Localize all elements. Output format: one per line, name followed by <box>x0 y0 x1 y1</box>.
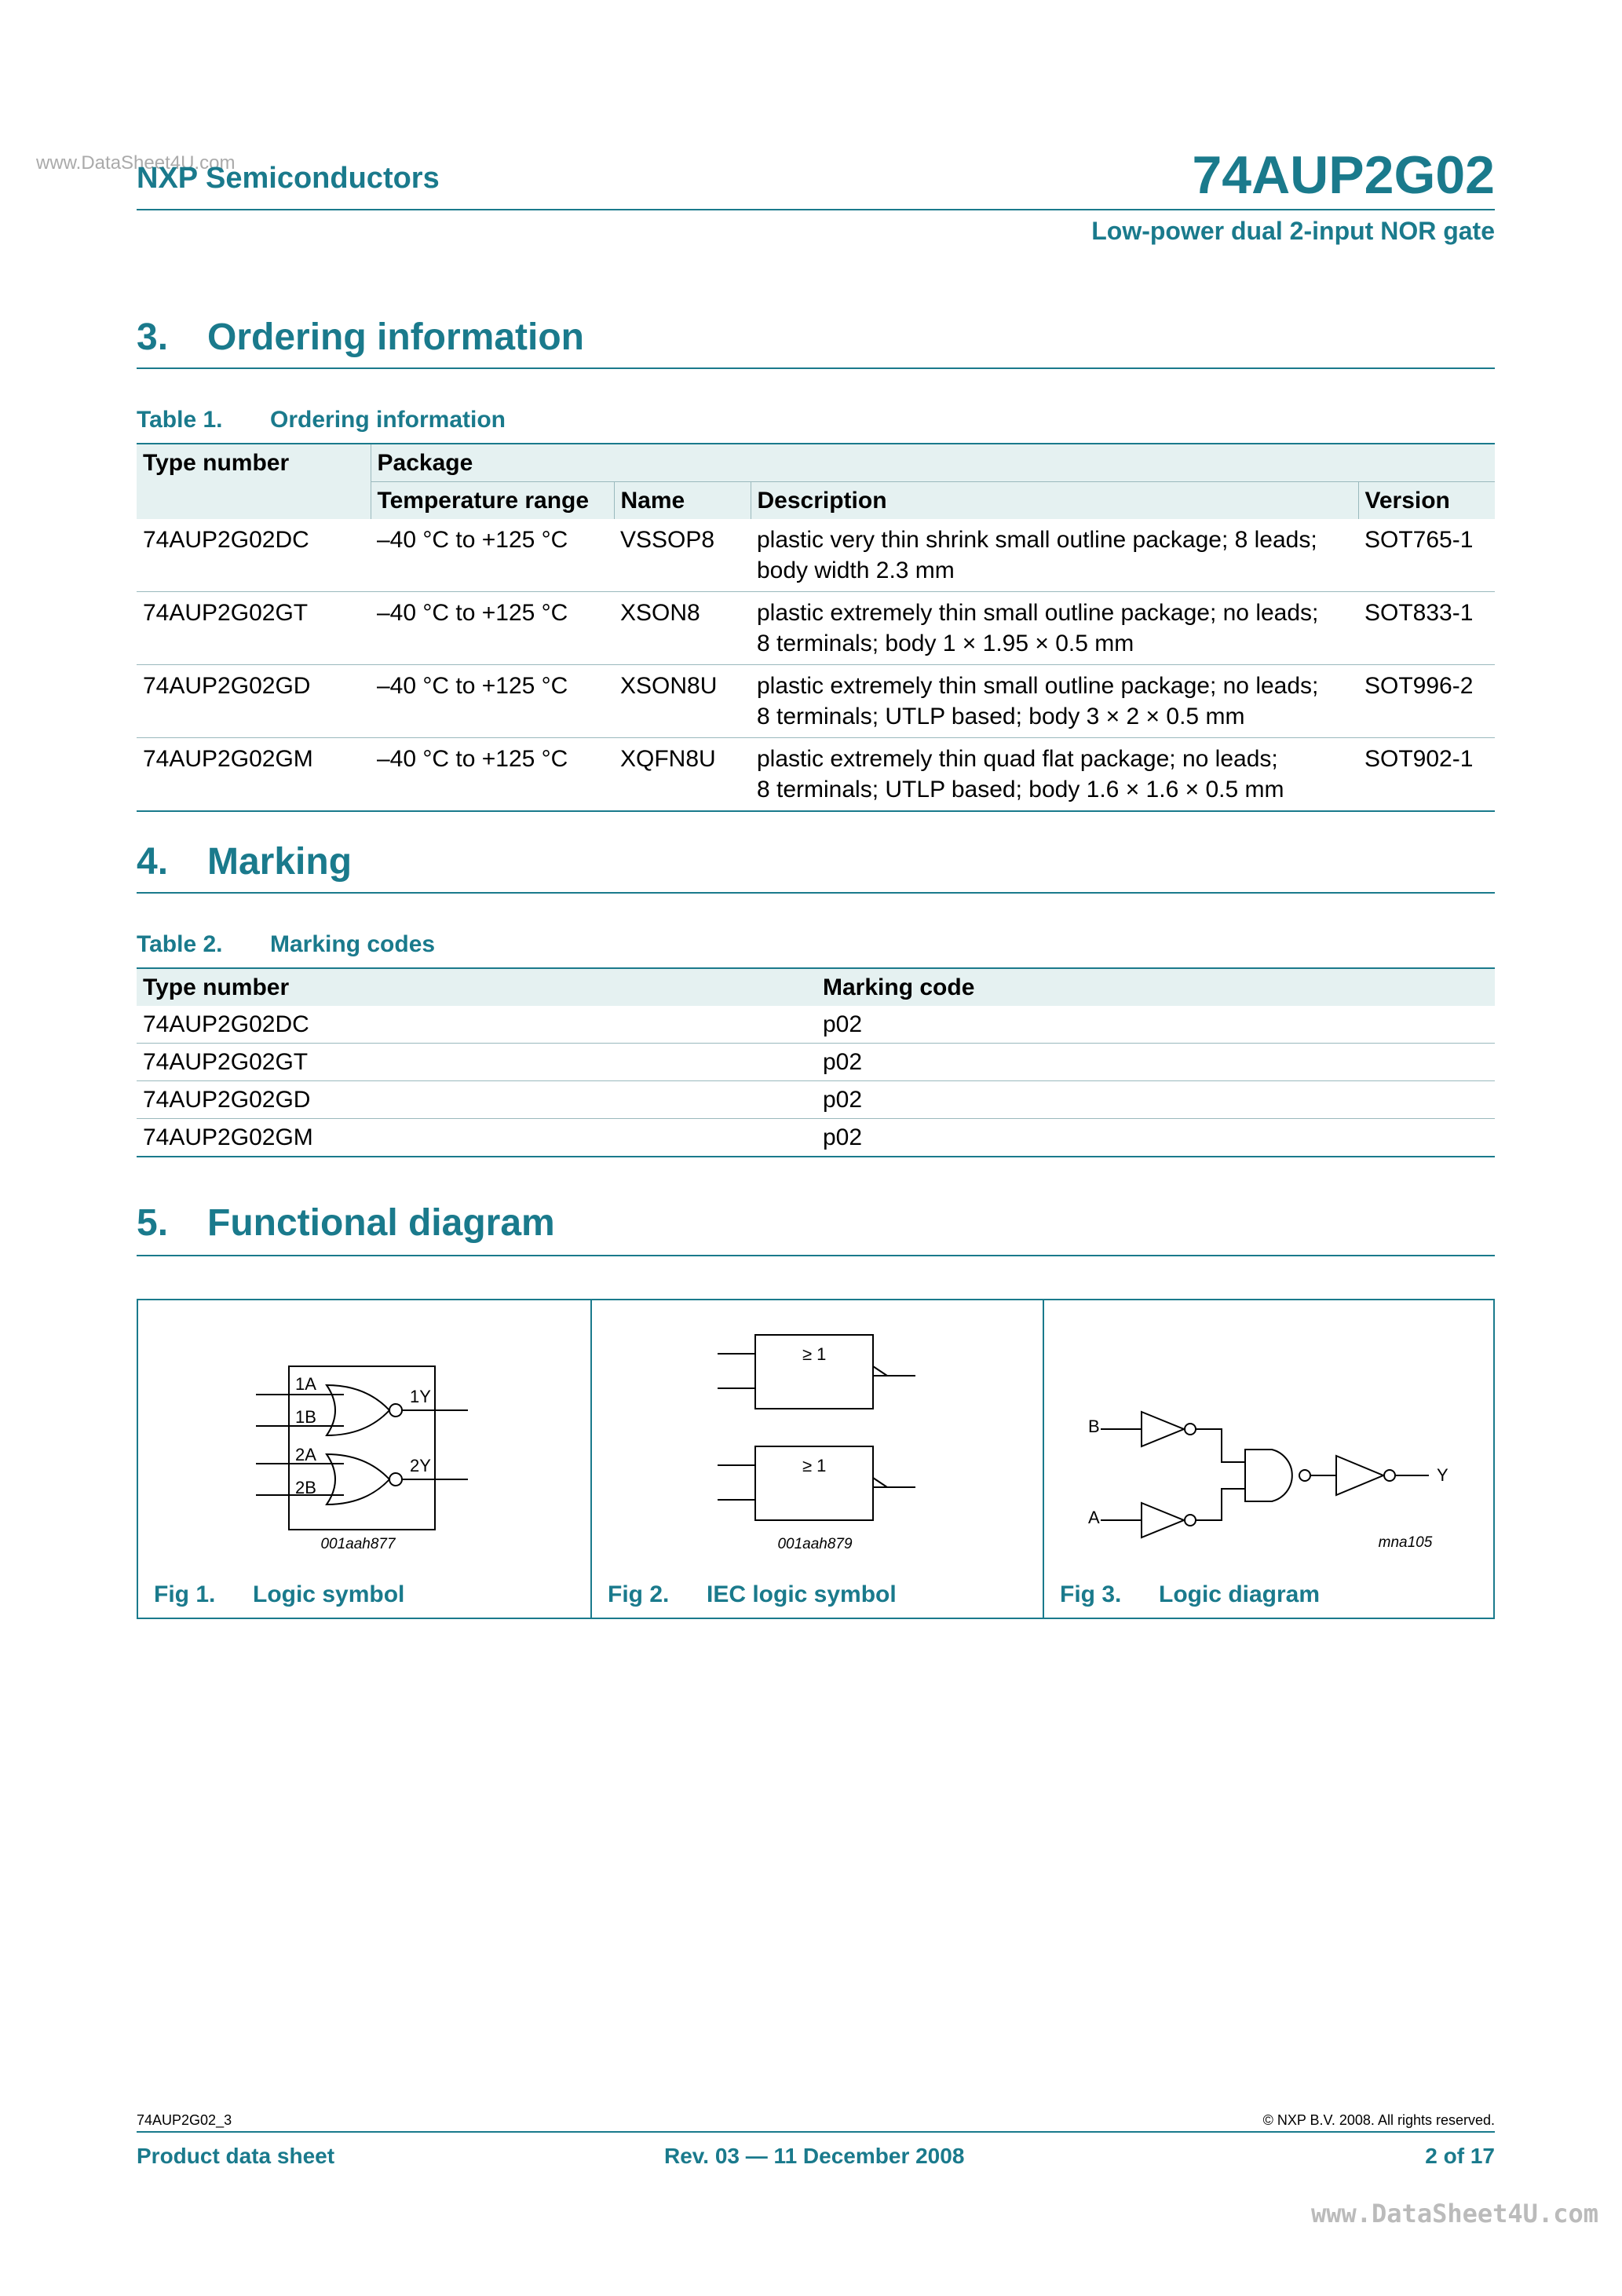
pin-label-1a: 1A <box>295 1374 316 1394</box>
description-line-1: plastic very thin shrink small outline package; 8 leads; <box>757 527 1317 553</box>
figure-number: Fig 3. <box>1060 1581 1122 1607</box>
pin-label-2a: 2A <box>295 1445 316 1464</box>
table-row <box>137 1119 1495 1157</box>
figure-title: Logic diagram <box>1159 1581 1321 1607</box>
table-row <box>137 665 1495 738</box>
table-1-caption <box>137 407 506 433</box>
and-gate-shape <box>1245 1450 1292 1501</box>
section-number: 5. <box>137 1202 169 1244</box>
qualifier-label: ≥ 1 <box>802 1456 827 1475</box>
input-label-a: A <box>1088 1508 1100 1527</box>
output-label-y: Y <box>1437 1465 1448 1485</box>
section-number: 3. <box>137 316 169 358</box>
table-row <box>137 1081 1495 1119</box>
section-3-heading <box>137 316 584 359</box>
inversion-bubble <box>1384 1470 1395 1481</box>
cell-type: 74AUP2G02GD <box>137 1081 816 1119</box>
cell-temp: –40 °C to +125 °C <box>371 738 614 812</box>
section-5-heading <box>137 1201 555 1245</box>
cell-type: 74AUP2G02DC <box>143 1011 309 1037</box>
pin-label-2y: 2Y <box>410 1456 431 1475</box>
cell-code: p02 <box>816 1044 1495 1081</box>
document-number: 74AUP2G02 <box>1192 145 1495 205</box>
cell-description <box>751 665 1358 738</box>
ordering-table <box>137 443 1495 812</box>
col-header-package: Package <box>371 444 1495 482</box>
cell-type: 74AUP2G02GT <box>137 592 371 665</box>
logic-diagram <box>1044 1300 1495 1567</box>
table-number: Table 2. <box>137 931 223 957</box>
description-line-2: 8 terminals; UTLP based; body 3 × 2 × 0.5 mm <box>757 704 1245 729</box>
section-4-heading <box>137 840 352 883</box>
cell-description <box>751 519 1358 592</box>
cell-version: SOT902-1 <box>1358 738 1495 812</box>
figure-code: 001aah877 <box>320 1536 396 1552</box>
watermark-top: www.DataSheet4U.com <box>36 152 236 174</box>
figure-code: mna105 <box>1378 1534 1433 1551</box>
cell-version: SOT996-2 <box>1358 665 1495 738</box>
inversion-bubble <box>1299 1470 1310 1481</box>
figure-1 <box>138 1300 590 1618</box>
logic-symbol-diagram <box>138 1300 590 1567</box>
figure-code: 001aah879 <box>777 1536 853 1552</box>
cell-type: 74AUP2G02DC <box>143 527 309 553</box>
iec-logic-symbol-diagram <box>592 1300 1043 1567</box>
inversion-bubble <box>1185 1515 1196 1526</box>
cell-temp: –40 °C to +125 °C <box>377 527 568 553</box>
cell-description <box>751 738 1358 812</box>
cell-type: 74AUP2G02GT <box>137 1044 816 1081</box>
table-row <box>137 738 1495 812</box>
table-row <box>137 519 1495 592</box>
description-line-2: body width 2.3 mm <box>757 558 955 583</box>
cell-type: 74AUP2G02GM <box>137 1119 816 1157</box>
col-header-marking-code: Marking code <box>816 968 1495 1006</box>
inversion-bubble <box>1185 1424 1196 1435</box>
nor-gate-2-shape <box>327 1454 389 1504</box>
cell-name: XSON8U <box>614 665 751 738</box>
description-line-1: plastic extremely thin small outline package; no leads; <box>757 600 1319 626</box>
cell-code: p02 <box>823 1011 863 1037</box>
nor-gate-1-shape <box>327 1385 389 1435</box>
col-header-version: Version <box>1358 482 1495 520</box>
section-5-rule <box>137 1255 1495 1256</box>
figure-number: Fig 1. <box>154 1581 216 1607</box>
marking-table <box>137 967 1495 1157</box>
cell-code: p02 <box>816 1081 1495 1119</box>
section-number: 4. <box>137 841 169 883</box>
figure-3-caption <box>1060 1581 1320 1608</box>
description-line-1: plastic extremely thin small outline package; no leads; <box>757 673 1319 699</box>
col-header-type-number: Type number <box>137 968 816 1006</box>
cell-temp: –40 °C to +125 °C <box>371 665 614 738</box>
table-row <box>137 1006 1495 1044</box>
footer-copyright: © NXP B.V. 2008. All rights reserved. <box>1262 2112 1495 2128</box>
input-label-b: B <box>1088 1417 1100 1436</box>
col-header-description: Description <box>751 482 1358 520</box>
table-row <box>137 592 1495 665</box>
figure-title: IEC logic symbol <box>707 1581 897 1607</box>
pin-label-1y: 1Y <box>410 1387 431 1406</box>
cell-name: XQFN8U <box>614 738 751 812</box>
description-line-2: 8 terminals; body 1 × 1.95 × 0.5 mm <box>757 631 1134 656</box>
description-line-2: 8 terminals; UTLP based; body 1.6 × 1.6 × 0.5 mm <box>757 777 1284 803</box>
inversion-bubble <box>389 1404 402 1417</box>
col-header-name: Name <box>614 482 751 520</box>
table-title: Marking codes <box>270 931 436 957</box>
figure-number: Fig 2. <box>608 1581 670 1607</box>
description-line-1: plastic extremely thin quad flat package; no leads; <box>757 746 1278 772</box>
company-name: NXP Semiconductors <box>137 162 440 195</box>
cell-name: VSSOP8 <box>620 527 715 553</box>
footer-left: Product data sheet <box>137 2144 335 2168</box>
col-header-temperature-range: Temperature range <box>371 482 614 520</box>
header-rule <box>137 209 1495 210</box>
pin-label-1b: 1B <box>295 1407 316 1427</box>
inverter-b-shape <box>1142 1412 1184 1446</box>
section-title: Ordering information <box>207 316 584 358</box>
cell-type: 74AUP2G02GM <box>137 738 371 812</box>
pin-label-2b: 2B <box>295 1478 316 1497</box>
cell-version: SOT833-1 <box>1358 592 1495 665</box>
figure-1-caption <box>154 1581 404 1608</box>
figure-title: Logic symbol <box>253 1581 405 1607</box>
table-row <box>137 1044 1495 1081</box>
section-4-rule <box>137 892 1495 894</box>
table-2-caption <box>137 931 435 958</box>
figure-panel <box>137 1299 1495 1619</box>
footer-revision: Rev. 03 — 11 December 2008 <box>664 2144 965 2168</box>
cell-type: 74AUP2G02GD <box>137 665 371 738</box>
figure-2 <box>590 1300 1044 1618</box>
table-title: Ordering information <box>270 407 506 433</box>
section-title: Functional diagram <box>207 1202 555 1244</box>
cell-name: XSON8 <box>614 592 751 665</box>
cell-version: SOT765-1 <box>1364 527 1474 553</box>
footer-page-number: 2 of 17 <box>1425 2144 1495 2168</box>
footer-rule <box>137 2131 1495 2133</box>
qualifier-label: ≥ 1 <box>802 1344 827 1364</box>
table-number: Table 1. <box>137 407 223 433</box>
cell-temp: –40 °C to +125 °C <box>371 592 614 665</box>
figure-3 <box>1043 1300 1496 1618</box>
document-subtitle: Low-power dual 2-input NOR gate <box>1091 217 1495 245</box>
cell-description <box>751 592 1358 665</box>
watermark-bottom: www.DataSheet4U.com <box>1310 2199 1598 2228</box>
section-title: Marking <box>207 841 353 883</box>
inverter-a-shape <box>1142 1503 1184 1537</box>
inversion-bubble <box>389 1473 402 1486</box>
footer-doc-id: 74AUP2G02_3 <box>137 2112 232 2128</box>
cell-code: p02 <box>816 1119 1495 1157</box>
output-buffer-shape <box>1336 1456 1383 1495</box>
col-header-type-number: Type number <box>137 444 371 519</box>
section-3-rule <box>137 367 1495 369</box>
figure-2-caption <box>608 1581 897 1608</box>
